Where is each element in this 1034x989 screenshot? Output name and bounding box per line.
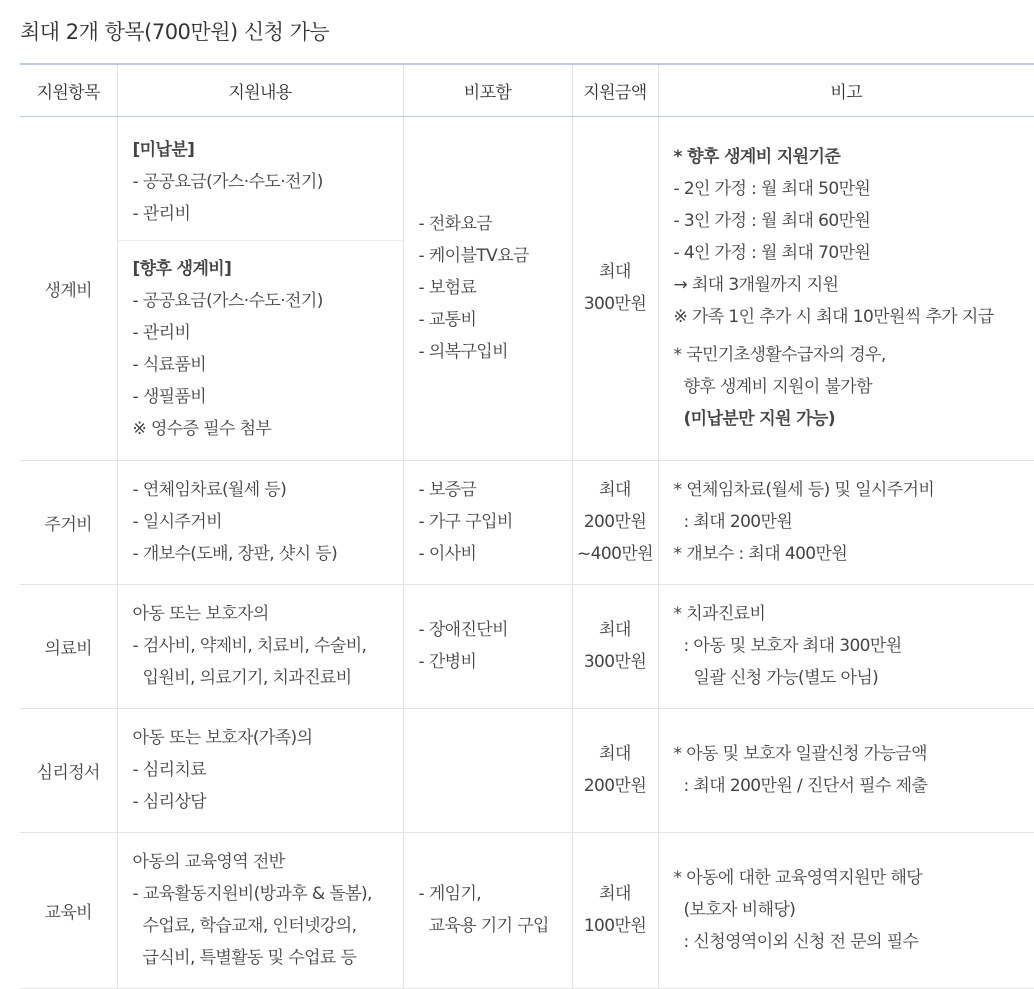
- amount-line: ~400만원: [577, 544, 653, 564]
- content-cell: [117, 116, 403, 460]
- amount-line: 최대: [599, 480, 631, 500]
- header-excluded: 비포함: [403, 64, 572, 116]
- amount-cell: [572, 116, 658, 460]
- notes-cell: [658, 116, 1034, 460]
- note-line: 향후 생계비 지원이 불가함: [683, 377, 872, 397]
- list-item: - 개보수(도배, 장판, 샷시 등): [132, 544, 338, 564]
- list-item: - 식료품비: [132, 354, 207, 375]
- future-section: [118, 240, 403, 455]
- list-item: 교육용 기기 구입: [428, 916, 549, 936]
- list-item: [향후 생계비]: [132, 258, 232, 279]
- list-item: - 가구 구입비: [418, 512, 513, 532]
- header-notes: 비고: [658, 64, 1034, 116]
- category-cell: 교육비: [20, 832, 117, 988]
- note-line: * 아동 및 보호자 일괄신청 가능금액: [673, 744, 927, 764]
- note-line: * 국민기초생활수급자의 경우,: [673, 345, 886, 365]
- amount-cell: [572, 460, 658, 584]
- list-item: - 공공요금(가스·수도·전기): [132, 171, 323, 192]
- excluded-cell: [403, 116, 572, 460]
- amount-cell: [572, 832, 658, 988]
- note-line: * 치과진료비: [673, 604, 766, 624]
- unpaid-section: [118, 122, 403, 240]
- amount-line: 300만원: [583, 294, 647, 314]
- list-item: - 공공요금(가스·수도·전기): [132, 290, 323, 311]
- excluded-cell: [403, 832, 572, 988]
- list-item: - 게임기,: [418, 884, 482, 904]
- list-item: - 관리비: [132, 203, 191, 224]
- list-item: 아동 또는 보호자의: [132, 604, 269, 624]
- note-line: - 4인 가정 : 월 최대 70만원: [673, 243, 871, 263]
- category-cell: 생계비: [20, 116, 117, 460]
- table-header-row: [20, 64, 1034, 116]
- note-line: ※ 가족 1인 추가 시 최대 10만원씩 추가 지급: [673, 307, 994, 327]
- amount-cell: [572, 584, 658, 708]
- table-row-medical: [20, 584, 1034, 708]
- amount-line: 최대: [599, 620, 631, 640]
- support-table: [20, 63, 1034, 989]
- note-line: - 2인 가정 : 월 최대 50만원: [673, 179, 871, 199]
- list-item: - 보험료: [418, 278, 477, 298]
- table-row-psych: [20, 708, 1034, 832]
- list-item: 수업료, 학습교재, 인터넷강의,: [142, 916, 357, 936]
- note-line: * 연체임차료(월세 등) 및 일시주거비: [673, 480, 935, 500]
- list-item: - 관리비: [132, 322, 191, 343]
- note-line: : 아동 및 보호자 최대 300만원: [683, 636, 902, 656]
- amount-line: 300만원: [583, 652, 647, 672]
- notes-cell: [658, 708, 1034, 832]
- list-item: - 보증금: [418, 480, 477, 500]
- list-item: 아동의 교육영역 전반: [132, 852, 285, 872]
- header-amount: 지원금액: [572, 64, 658, 116]
- category-cell: 의료비: [20, 584, 117, 708]
- table-row-living: [20, 116, 1034, 460]
- content-cell: [117, 708, 403, 832]
- note-line: : 신청영역이외 신청 전 문의 필수: [683, 932, 919, 952]
- excluded-cell: [403, 708, 572, 832]
- content-cell: [117, 832, 403, 988]
- list-item: - 심리상담: [132, 792, 207, 812]
- list-item: - 교통비: [418, 310, 477, 330]
- table-row-education: [20, 832, 1034, 988]
- list-item: 아동 또는 보호자(가족)의: [132, 728, 313, 748]
- list-item: ※ 영수증 필수 첨부: [132, 418, 272, 439]
- amount-line: 100만원: [583, 916, 647, 936]
- note-line: (보호자 비해당): [683, 900, 796, 920]
- list-item: - 간병비: [418, 652, 477, 672]
- amount-line: 200만원: [583, 776, 647, 796]
- note-line: → 최대 3개월까지 지원: [673, 275, 839, 295]
- list-item: [미납분]: [132, 139, 195, 160]
- list-item: - 연체임차료(월세 등): [132, 480, 287, 500]
- note-line: * 향후 생계비 지원기준: [673, 147, 841, 167]
- list-item: - 검사비, 약제비, 치료비, 수술비,: [132, 636, 367, 656]
- excluded-cell: [403, 584, 572, 708]
- list-item: - 장애진단비: [418, 620, 508, 640]
- list-item: - 일시주거비: [132, 512, 222, 532]
- note-line: - 3인 가정 : 월 최대 60만원: [673, 211, 871, 231]
- notes-cell: [658, 460, 1034, 584]
- note-line: * 개보수 : 최대 400만원: [673, 544, 848, 564]
- list-item: - 교육활동지원비(방과후 & 돌봄),: [132, 884, 372, 904]
- list-item: - 케이블TV요금: [418, 246, 529, 266]
- list-item: - 생필품비: [132, 386, 207, 407]
- note-line: 일괄 신청 가능(별도 아님): [693, 668, 879, 688]
- page-title: 최대 2개 항목(700만원) 신청 가능: [20, 20, 330, 44]
- list-item: - 전화요금: [418, 214, 493, 234]
- list-item: - 의복구입비: [418, 342, 508, 362]
- note-line: : 최대 200만원 / 진단서 필수 제출: [683, 776, 928, 796]
- list-item: 급식비, 특별활동 및 수업료 등: [142, 948, 357, 968]
- list-item: 입원비, 의료기기, 치과진료비: [142, 668, 352, 688]
- amount-line: 최대: [599, 884, 631, 904]
- notes-cell: [658, 584, 1034, 708]
- header-content: 지원내용: [117, 64, 403, 116]
- list-item: - 심리치료: [132, 760, 207, 780]
- table-row-housing: [20, 460, 1034, 584]
- header-category: 지원항목: [20, 64, 117, 116]
- note-line: : 최대 200만원: [683, 512, 793, 532]
- content-cell: [117, 460, 403, 584]
- category-cell: 심리정서: [20, 708, 117, 832]
- amount-cell: [572, 708, 658, 832]
- amount-line: 200만원: [583, 512, 647, 532]
- content-cell: [117, 584, 403, 708]
- amount-line: 최대: [599, 262, 631, 282]
- amount-line: 최대: [599, 744, 631, 764]
- note-line: (미납분만 지원 가능): [683, 409, 836, 429]
- notes-cell: [658, 832, 1034, 988]
- list-item: - 이사비: [418, 544, 477, 564]
- category-cell: 주거비: [20, 460, 117, 584]
- excluded-cell: [403, 460, 572, 584]
- note-line: * 아동에 대한 교육영역지원만 해당: [673, 868, 923, 888]
